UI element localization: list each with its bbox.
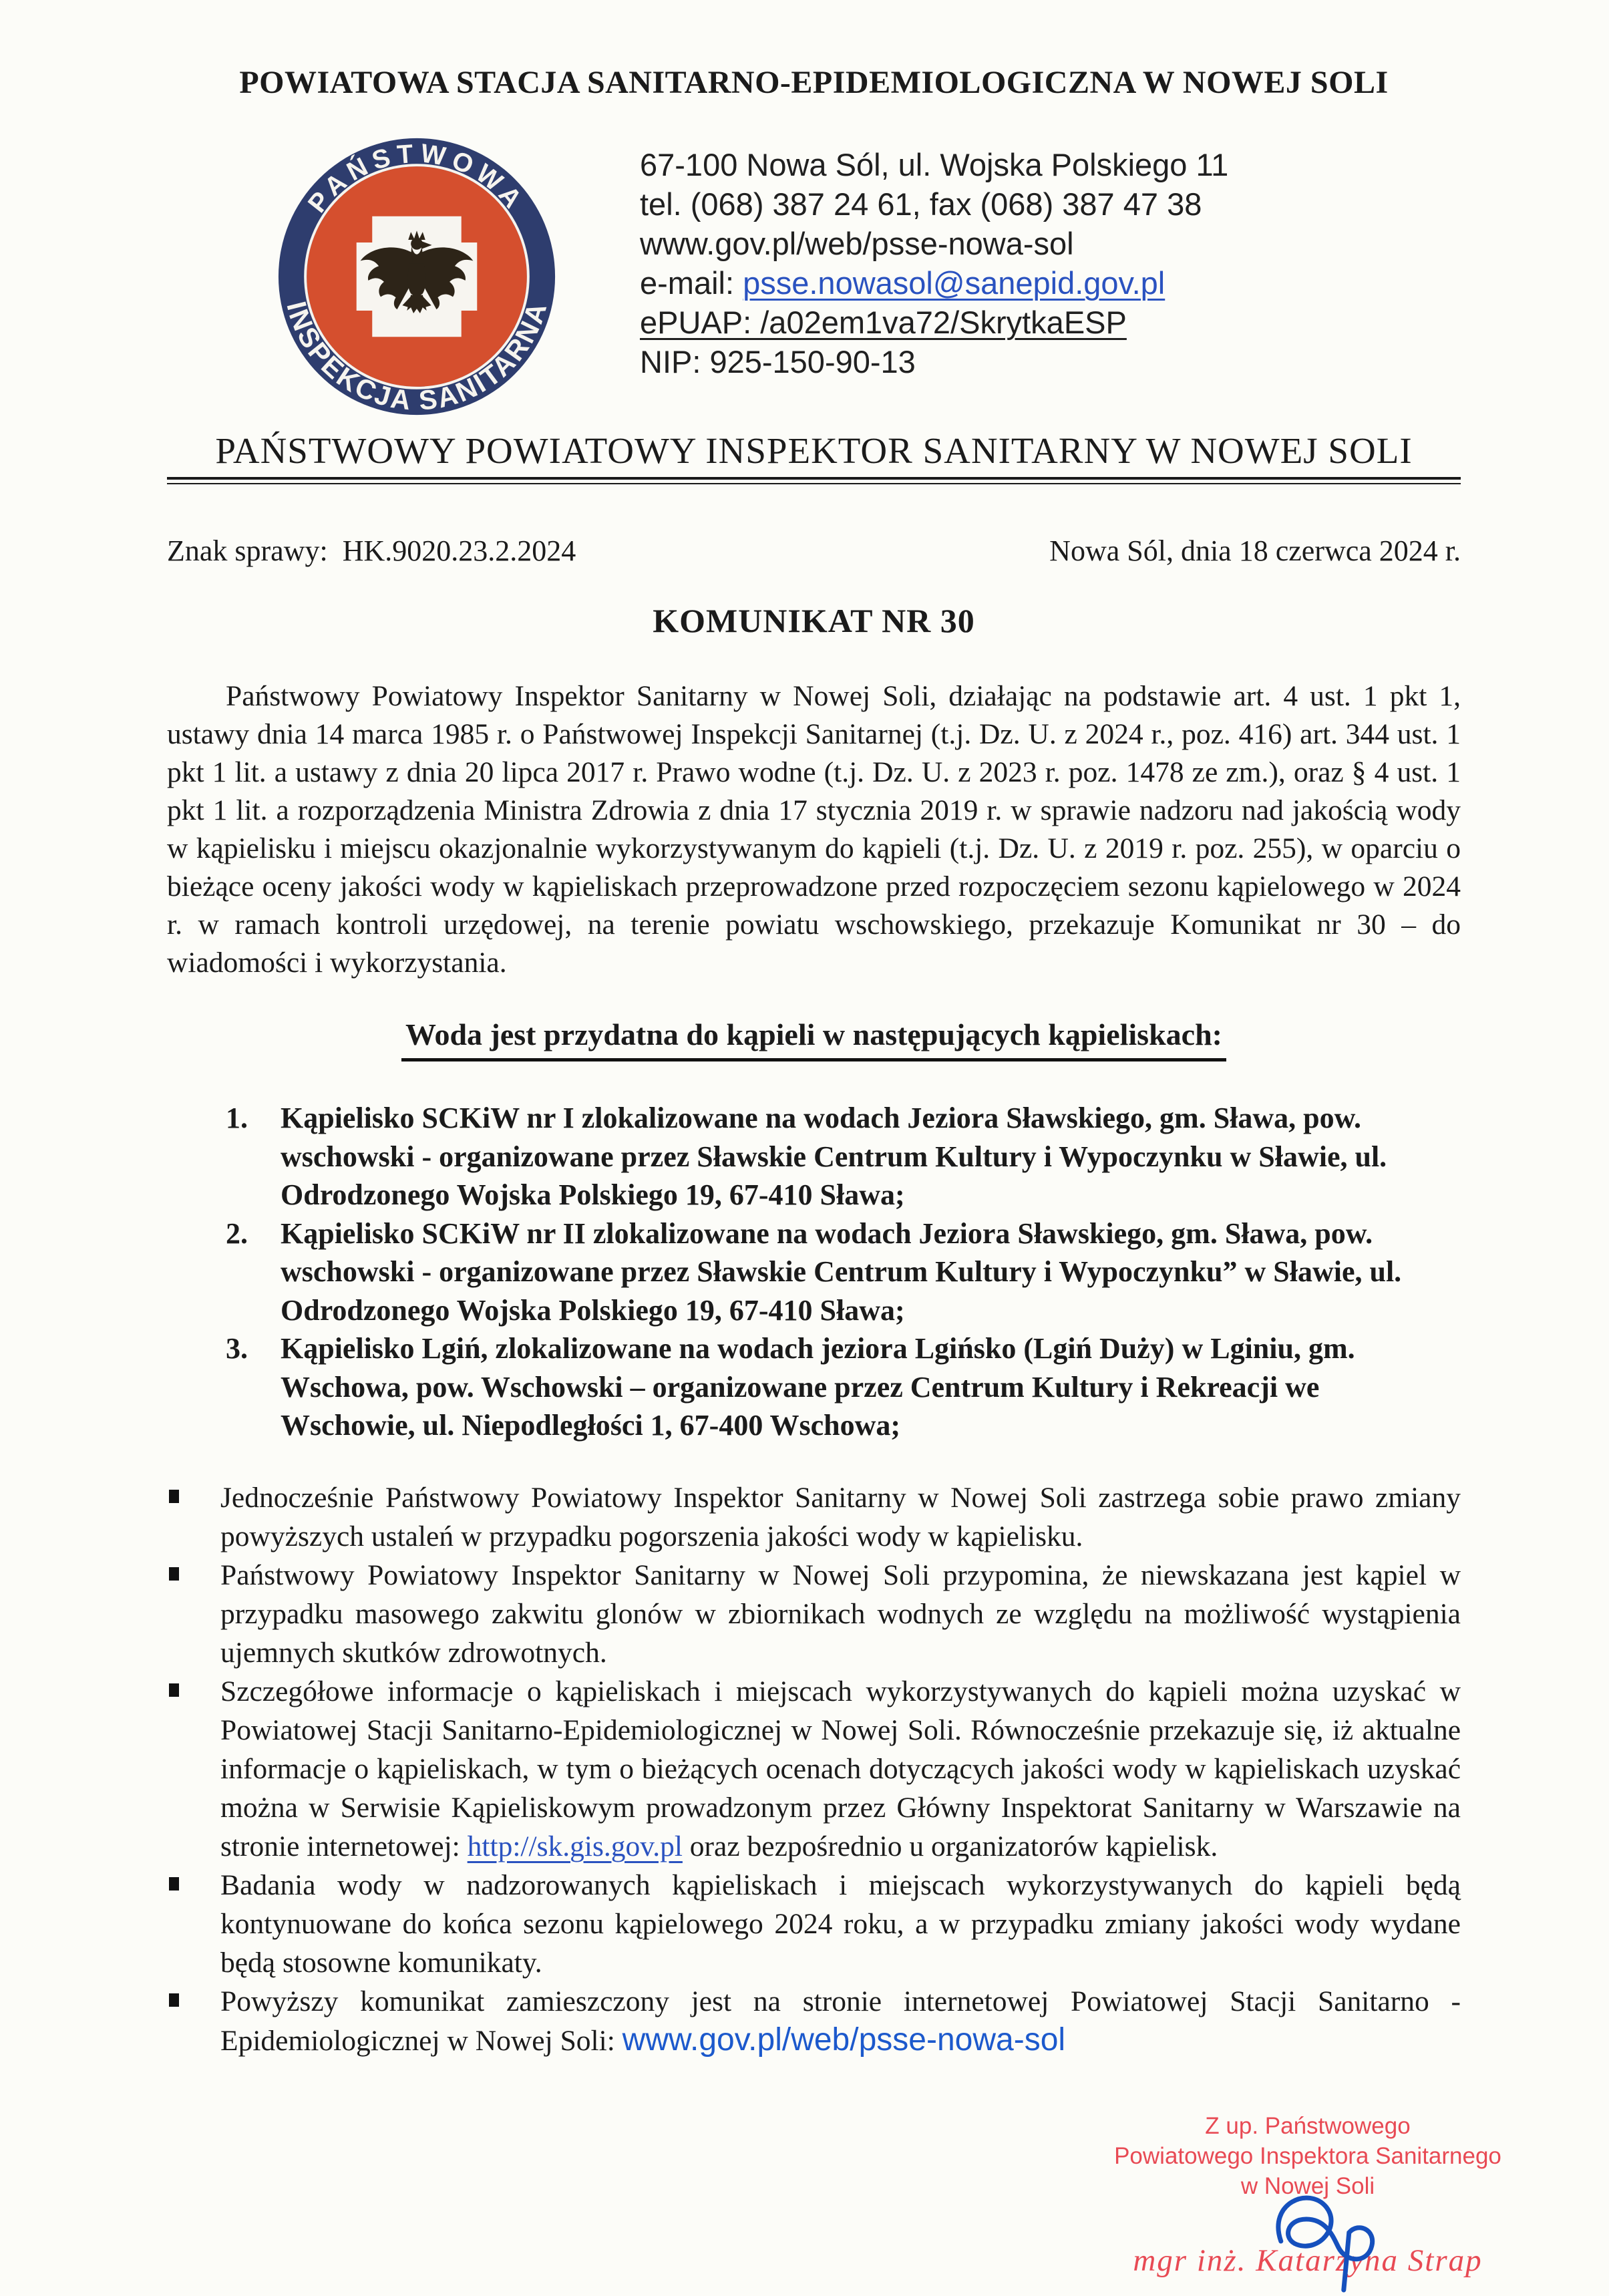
case-number: HK.9020.23.2.2024 (342, 534, 576, 567)
note-item-4: Badania wody w nadzorowanych kąpieliskach i miejscach wykorzystywanych do kąpieli będą kontynuowane do końca sezonu kąpielowego 2024 roku, a w przypadku zmiany jakości wody wydane będą stosowne komunikaty. (167, 1866, 1461, 1982)
svg-text:PAŃSTWOWA: PAŃSTWOWA (302, 138, 532, 218)
contact-website: www.gov.pl/web/psse-nowa-sol (640, 226, 1074, 261)
place-and-date: Nowa Sól, dnia 18 czerwca 2024 r. (1049, 534, 1461, 567)
contact-nip: NIP: 925-150-90-13 (640, 344, 916, 379)
note-item-3: Szczegółowe informacje o kąpieliskach i miejscach wykorzystywanych do kąpieli można uzyskać w Powiatowej Stacji Sanitarno-Epidemiologicznej w Nowej Soli. Równocześnie przekazuje się, iż aktualne informacje o kąpieliskach, w tym o bieżących ocenach dotyczących jakości wody w kąpieliskach uzyskać można w Serwisie Kąpieliskowym prowadzonym przez Główny Inspektorat Sanitarny w Warszawie na stronie internetowej: http://sk.gis.gov.pl oraz bezpośrednio u organizatorów kąpielisk. (167, 1672, 1461, 1866)
note-item-1: Jednocześnie Państwowy Powiatowy Inspektor Sanitarny w Nowej Soli zastrzega sobie prawo zmiany powyższych ustaleń w przypadku pogorszenia jakości wody w kąpielisku. (167, 1478, 1461, 1556)
double-rule-divider (167, 477, 1461, 484)
case-reference (167, 534, 576, 568)
email-link[interactable]: psse.nowasol@sanepid.gov.pl (743, 265, 1166, 301)
note-item-5: Powyższy komunikat zamieszczony jest na stronie internetowej Powiatowej Stacji Sanitarno - Epidemiologicznej w Nowej Soli: www.gov.pl/web/psse-nowa-sol (167, 1982, 1461, 2060)
case-label: Znak sprawy: (167, 534, 328, 567)
sk-gis-link[interactable]: http://sk.gis.gov.pl (467, 1830, 683, 1862)
org-title: POWIATOWA STACJA SANITARNO-EPIDEMIOLOGICZNA W NOWEJ SOLI (239, 65, 1389, 100)
contact-phone: tel. (068) 387 24 61, fax (068) 387 47 38 (640, 186, 1202, 222)
handwritten-signature-icon (1256, 2178, 1409, 2296)
signer-name: mgr inż. Katarzyna Strap (1133, 2243, 1483, 2278)
site-item-1: Kąpielisko SCKiW nr I zlokalizowane na wodach Jeziora Sławskiego, gm. Sława, pow. wschowski - organizowane przez Sławskie Centrum Kultury i Wypoczynku w Sławie, ul. Odrodzonego Wojska Polskiego 19, 67-410 Sława; (281, 1102, 1387, 1211)
case-row (167, 534, 1461, 568)
sites-heading: Woda jest przydatna do kąpieli w następujących kąpieliskach: (167, 1017, 1461, 1061)
document-title: KOMUNIKAT NR 30 (653, 602, 975, 639)
site-item-3: Kąpielisko Lgiń, zlokalizowane na wodach jeziora Lgińsko (Lgiń Duży) w Lginiu, gm. Wschowa, pow. Wschowski – organizowane przez Centrum Kultury i Rekreacji we Wschowie, ul. Niepodległości 1, 67-400 Wschowa; (281, 1332, 1355, 1442)
sanitary-inspection-badge-icon (276, 136, 558, 418)
bathing-sites-list (167, 1099, 1461, 1445)
letterhead (167, 136, 1461, 422)
intro-paragraph: Państwowy Powiatowy Inspektor Sanitarny w Nowej Soli, działając na podstawie art. 4 ust. 1 pkt 1, ustawy dnia 14 marca 1985 r. o Państwowej Inspekcji Sanitarnej (t.j. Dz. U. z 2024 r., poz. 416) art. 344 ust. 1 pkt 1 lit. a ustawy z dnia 20 lipca 2017 r. Prawo wodne (t.j. Dz. U. z 2023 r. poz. 1478 ze zm.), oraz § 4 ust. 1 pkt 1 lit. a rozporządzenia Ministra Zdrowia z dnia 17 stycznia 2019 r. w sprawie nadzoru nad jakością wody w kąpielisku i miejscu okazjonalnie wykorzystywanym do kąpieli (t.j. Dz. U. z 2019 r. poz. 255), w oparciu o bieżące oceny jakości wody w kąpieliskach przeprowadzone przed rozpoczęciem sezonu kąpielowego w 2024 r. w ramach kontroli urzędowej, na terenie powiatu wschowskiego, przekazuje Komunikat nr 30 – do wiadomości i wykorzystania. (167, 680, 1461, 979)
contact-epuap: ePUAP: /a02em1va72/SkrytkaESP (640, 305, 1127, 340)
contact-block (640, 145, 1228, 381)
stamp-line-2: Powiatowego Inspektora Sanitarnego (1114, 2143, 1501, 2169)
stamp-line-1: Z up. Państwowego (1205, 2113, 1411, 2139)
svg-text:INSPEKCJA SANITARNA: INSPEKCJA SANITARNA (281, 297, 554, 416)
contact-email-line (640, 263, 1228, 303)
note-item-2: Państwowy Powiatowy Inspektor Sanitarny w Nowej Soli przypomina, że niewskazana jest kąpiel w przypadku masowego zakwitu glonów w zbiornikach wodnych ze względu na możliwość wystąpienia ujemnych skutków zdrowotnych. (167, 1556, 1461, 1672)
psse-website-link[interactable]: www.gov.pl/web/psse-nowa-sol (622, 2021, 1066, 2058)
stamp-line-3: w Nowej Soli (1240, 2173, 1375, 2199)
inspector-title-bar: PAŃSTWOWY POWIATOWY INSPEKTOR SANITARNY W NOWEJ SOLI (215, 430, 1413, 471)
contact-address: 67-100 Nowa Sól, ul. Wojska Polskiego 11 (640, 147, 1229, 182)
site-item-2: Kąpielisko SCKiW nr II zlokalizowane na wodach Jeziora Sławskiego, gm. Sława, pow. wschowski - organizowane przez Sławskie Centrum Kultury i Wypoczynku” w Sławie, ul. Odrodzonego Wojska Polskiego 19, 67-410 Sława; (281, 1216, 1402, 1327)
signature-block (1051, 2111, 1565, 2279)
email-label: e-mail: (640, 265, 743, 301)
notes-list (167, 1478, 1461, 2060)
